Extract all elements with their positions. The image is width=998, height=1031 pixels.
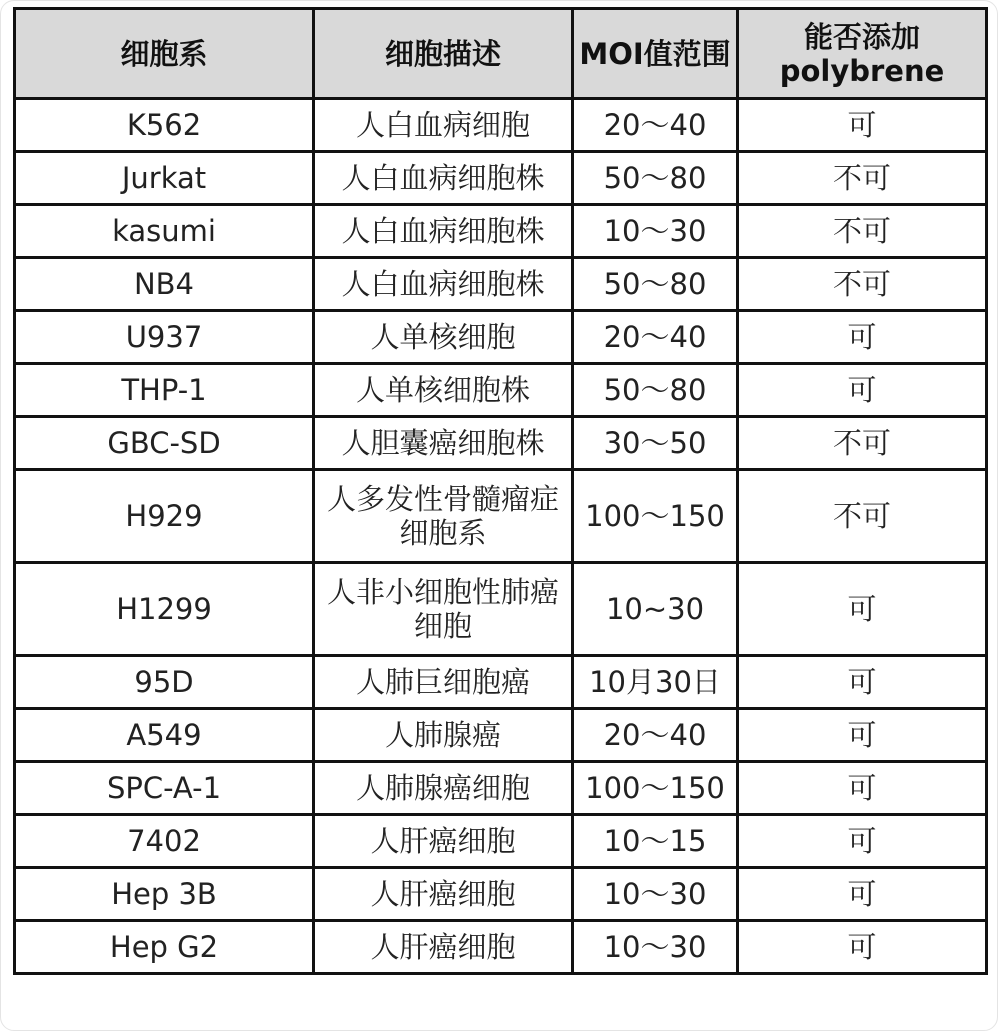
moi-cell: 20～40 xyxy=(573,99,738,152)
description-cell: 人白血病细胞株 xyxy=(314,152,573,205)
table-row xyxy=(15,762,987,815)
polybrene-cell: 不可 xyxy=(738,470,987,563)
header-cell-line: 细胞系 xyxy=(15,9,314,99)
description-cell: 人胆囊癌细胞株 xyxy=(314,417,573,470)
moi-cell: 100～150 xyxy=(573,470,738,563)
header-moi: MOI值范围 xyxy=(573,9,738,99)
cell-line-cell: kasumi xyxy=(15,205,314,258)
table-row xyxy=(15,656,987,709)
moi-cell: 10～30 xyxy=(573,868,738,921)
moi-cell: 10月30日 xyxy=(573,656,738,709)
description-cell: 人肺腺癌 xyxy=(314,709,573,762)
cell-line-cell: A549 xyxy=(15,709,314,762)
cell-line-cell: GBC-SD xyxy=(15,417,314,470)
description-cell: 人白血病细胞株 xyxy=(314,258,573,311)
cell-line-cell: Hep G2 xyxy=(15,921,314,974)
table-row xyxy=(15,709,987,762)
cell-line-cell: Hep 3B xyxy=(15,868,314,921)
polybrene-cell: 可 xyxy=(738,656,987,709)
description-cell: 人单核细胞 xyxy=(314,311,573,364)
table-row xyxy=(15,99,987,152)
polybrene-cell: 可 xyxy=(738,364,987,417)
header-row xyxy=(15,9,987,99)
polybrene-cell: 可 xyxy=(738,709,987,762)
table-row xyxy=(15,364,987,417)
description-cell: 人肺巨细胞癌 xyxy=(314,656,573,709)
cell-line-cell: SPC-A-1 xyxy=(15,762,314,815)
table-row xyxy=(15,417,987,470)
table-row xyxy=(15,258,987,311)
description-cell: 人单核细胞株 xyxy=(314,364,573,417)
polybrene-cell: 可 xyxy=(738,868,987,921)
moi-cell: 10～15 xyxy=(573,815,738,868)
moi-cell: 50～80 xyxy=(573,364,738,417)
table-row xyxy=(15,921,987,974)
polybrene-cell: 可 xyxy=(738,99,987,152)
cell-line-moi-table xyxy=(13,7,988,975)
description-cell: 人白血病细胞 xyxy=(314,99,573,152)
cell-line-cell: Jurkat xyxy=(15,152,314,205)
polybrene-cell: 可 xyxy=(738,762,987,815)
cell-line-cell: U937 xyxy=(15,311,314,364)
polybrene-cell: 不可 xyxy=(738,417,987,470)
table-row xyxy=(15,311,987,364)
polybrene-cell: 不可 xyxy=(738,152,987,205)
cell-line-cell: K562 xyxy=(15,99,314,152)
moi-cell: 50～80 xyxy=(573,258,738,311)
description-cell: 人白血病细胞株 xyxy=(314,205,573,258)
moi-cell: 50～80 xyxy=(573,152,738,205)
cell-line-cell: H1299 xyxy=(15,563,314,656)
table-row xyxy=(15,205,987,258)
description-cell: 人肝癌细胞 xyxy=(314,815,573,868)
moi-cell: 20～40 xyxy=(573,311,738,364)
header-polybrene: 能否添加polybrene xyxy=(738,9,987,99)
moi-cell: 20～40 xyxy=(573,709,738,762)
moi-cell: 100～150 xyxy=(573,762,738,815)
header-description: 细胞描述 xyxy=(314,9,573,99)
cell-line-cell: 7402 xyxy=(15,815,314,868)
cell-line-cell: THP-1 xyxy=(15,364,314,417)
table-row xyxy=(15,152,987,205)
cell-line-cell: 95D xyxy=(15,656,314,709)
table-row xyxy=(15,868,987,921)
description-cell: 人肺腺癌细胞 xyxy=(314,762,573,815)
polybrene-cell: 可 xyxy=(738,311,987,364)
cell-line-cell: NB4 xyxy=(15,258,314,311)
polybrene-cell: 可 xyxy=(738,563,987,656)
table-row xyxy=(15,563,987,656)
moi-cell: 10~30 xyxy=(573,563,738,656)
polybrene-cell: 不可 xyxy=(738,258,987,311)
description-cell: 人肝癌细胞 xyxy=(314,868,573,921)
polybrene-cell: 可 xyxy=(738,815,987,868)
polybrene-cell: 可 xyxy=(738,921,987,974)
moi-cell: 10～30 xyxy=(573,921,738,974)
table-row xyxy=(15,470,987,563)
moi-cell: 30～50 xyxy=(573,417,738,470)
cell-line-cell: H929 xyxy=(15,470,314,563)
polybrene-cell: 不可 xyxy=(738,205,987,258)
table-row xyxy=(15,815,987,868)
description-cell: 人多发性骨髓瘤症细胞系 xyxy=(314,470,573,563)
description-cell: 人非小细胞性肺癌细胞 xyxy=(314,563,573,656)
description-cell: 人肝癌细胞 xyxy=(314,921,573,974)
moi-cell: 10～30 xyxy=(573,205,738,258)
